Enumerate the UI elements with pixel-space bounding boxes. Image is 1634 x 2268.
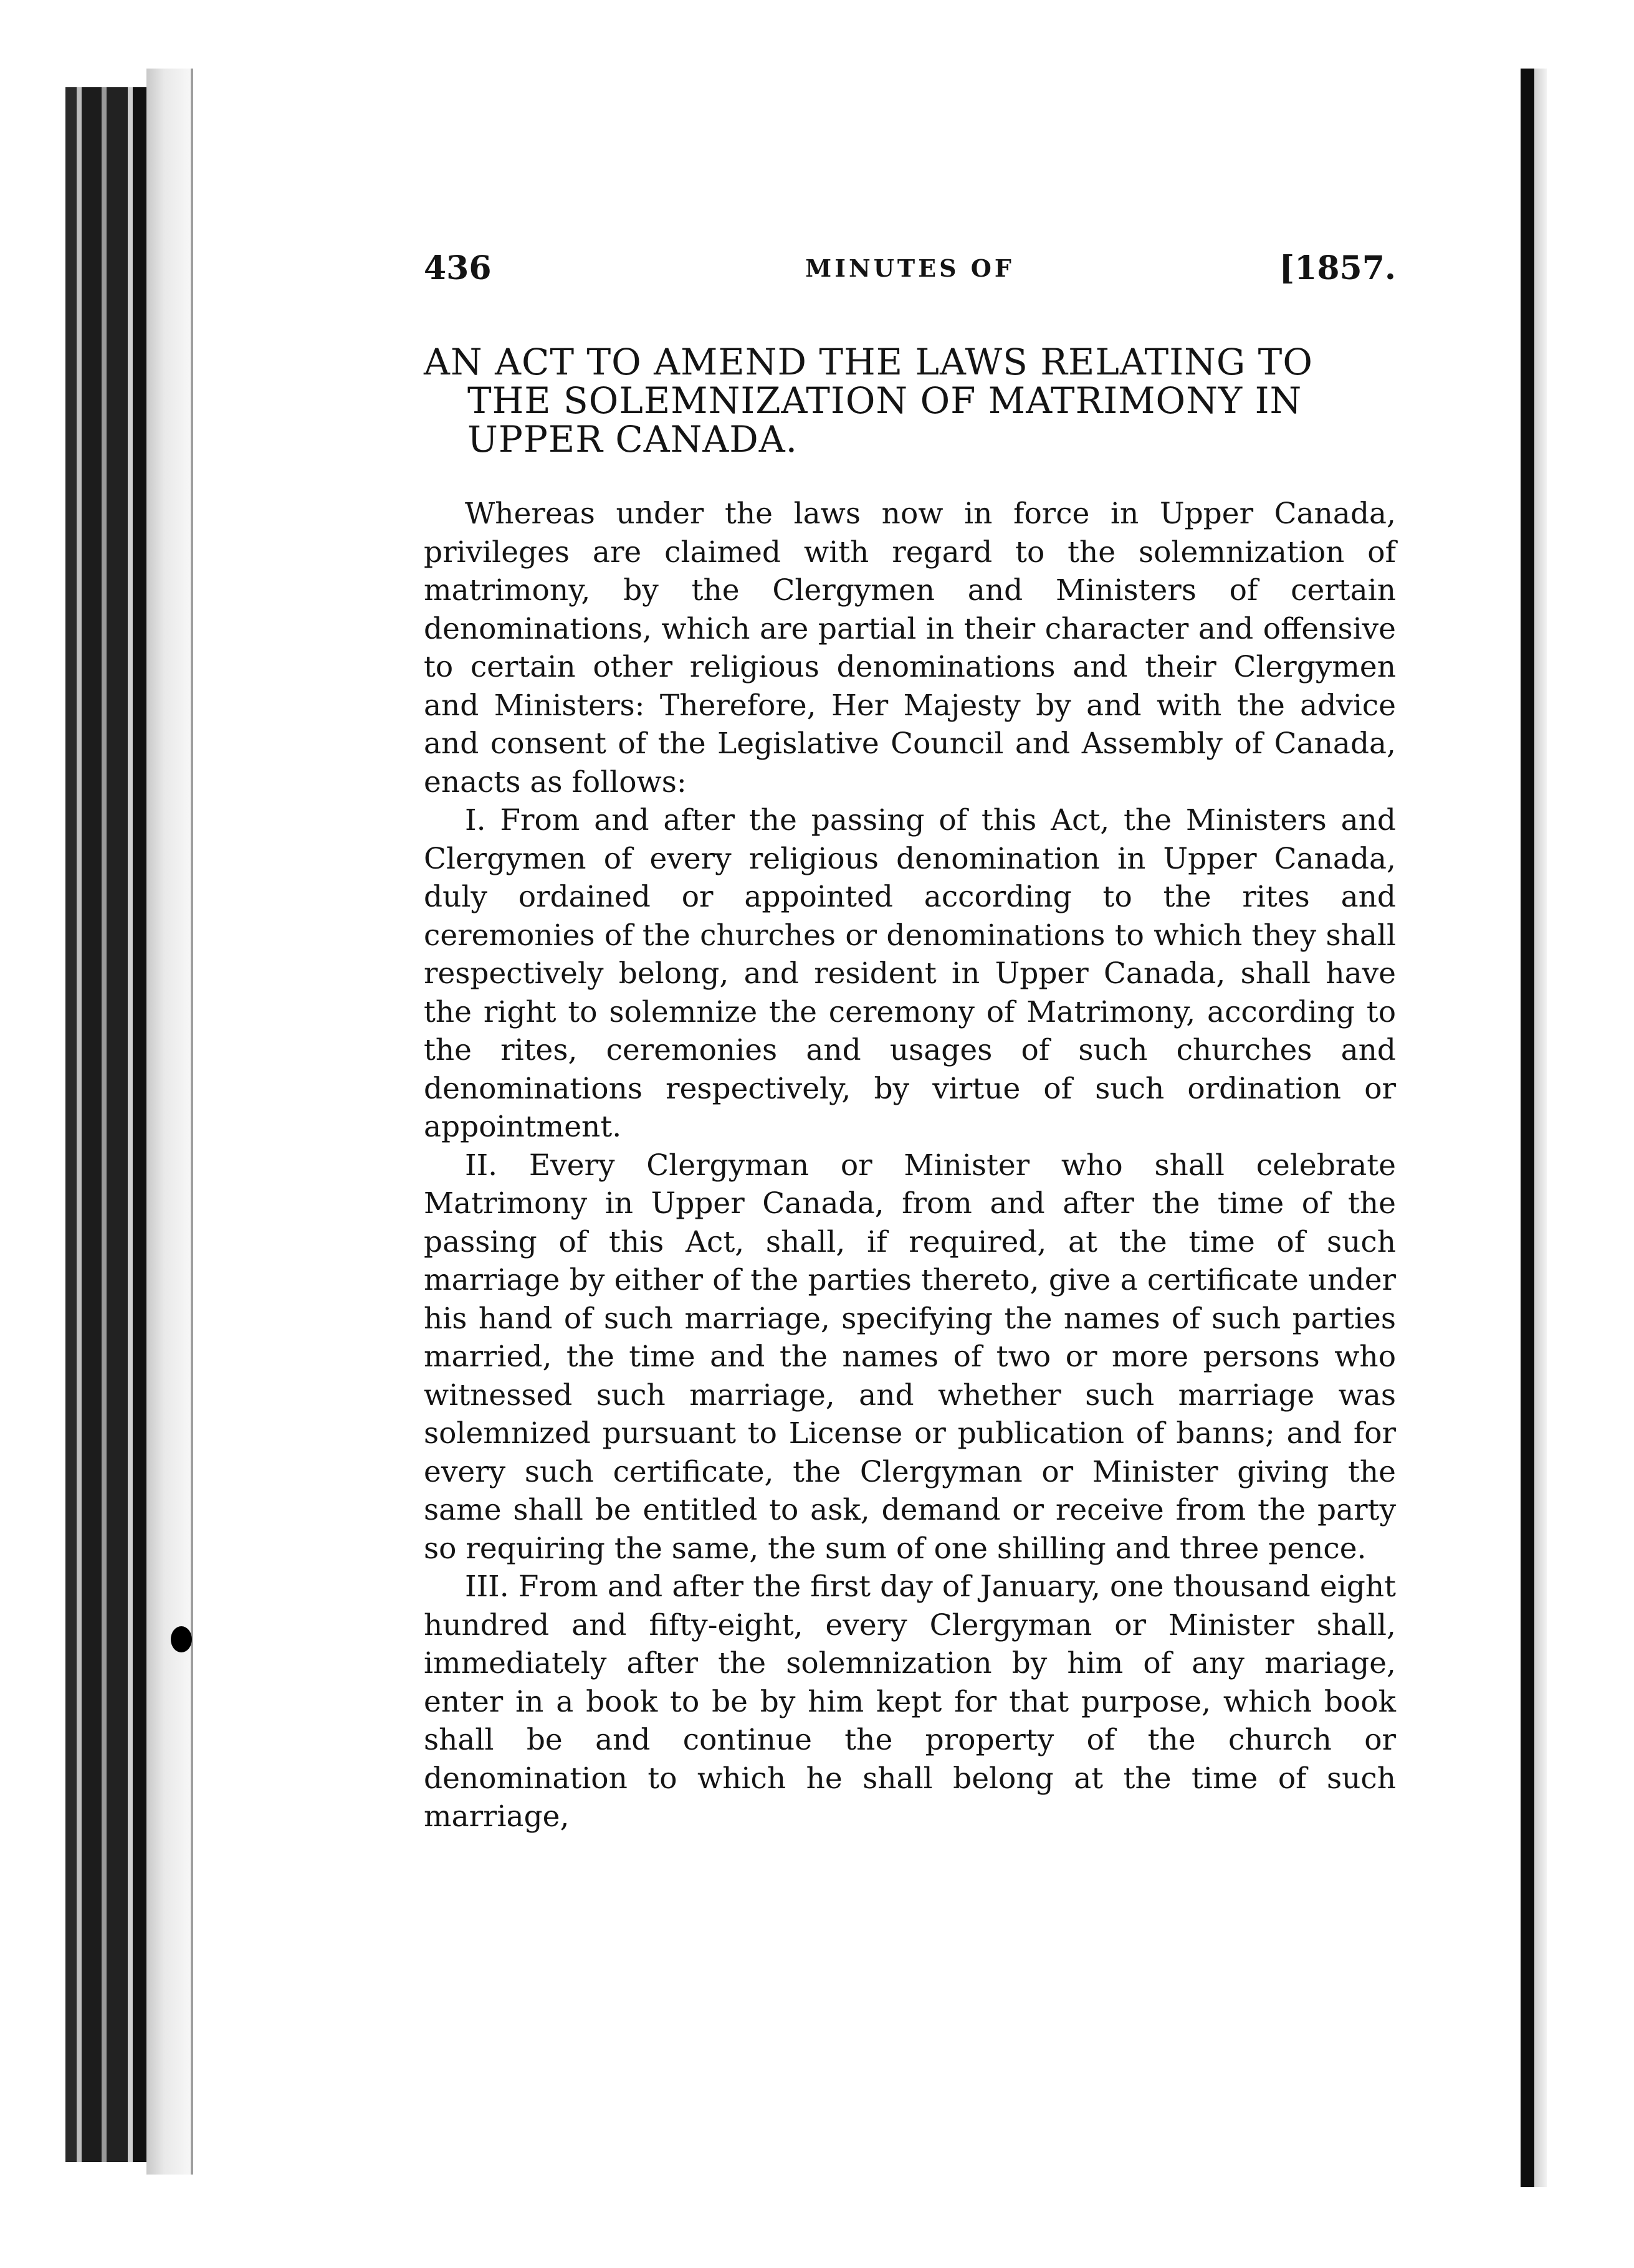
running-head — [424, 249, 1396, 305]
gutter-shadow — [146, 69, 191, 2175]
running-year: [1857. — [1279, 249, 1396, 287]
preamble-paragraph: Whereas under the laws now in force in Upper Canada, privileges are claimed with regard to the solemnization of matrimony, by the Clergymen and Ministers of certain denominations, which are partial in their character and offensive to certain other religious denominations and their Clergymen and Ministers: Therefore, Her Majesty by and with the advice and consent of the Legislative Council and Assembly of Canada, enacts as follows: — [424, 497, 1396, 799]
binding-hole — [171, 1626, 192, 1652]
scan-margin-left — [0, 0, 65, 2268]
section-2-paragraph: II. Every Clergyman or Minister who shall celebrate Matrimony in Upper Canada, from and after the time of the passing of this Act, shall, if required, at the time of such marriage by either of the parties thereto, give a certificate under his hand of such marriage, specifying the names of such parties married, the time and the names of two or more persons who witnessed such marriage, and whether such marriage was solemnized pursuant to License or publication of banns; and for every such certificate, the Clergyman or Minister giving the same shall be entitled to ask, demand or receive from the party so requiring the same, the sum of one shilling and three pence. — [424, 1148, 1396, 1566]
act-title: AN ACT TO AMEND THE LAWS RELATING TO THE SOLEMNIZATION OF MATRIMONY IN UPPER CANADA. — [424, 341, 1313, 460]
section-3-paragraph: III. From and after the first day of January, one thousand eight hundred and fifty-eight, every Clergyman or Minister shall, immediately after the solemnization by him of any mariage, enter in a book to be by him kept for that purpose, which book shall be and continue the property of the church or denomination to which he shall belong at the time of such marriage, — [424, 1570, 1396, 1834]
page-number: 436 — [424, 249, 492, 287]
document-page — [424, 249, 1396, 1836]
right-page-edge — [1521, 69, 1534, 2187]
book-page-edges — [65, 87, 146, 2162]
right-page-shadow — [1534, 69, 1547, 2187]
act-body — [424, 495, 1396, 1836]
running-title: MINUTES OF — [805, 254, 1015, 282]
gutter-line — [191, 69, 193, 2175]
section-1-paragraph: I. From and after the passing of this Act, the Ministers and Clergymen of every religious denomination in Upper Canada, duly ordained or appointed according to the rites and ceremonies of the churches or denominations to which they shall respectively belong, and resident in Upper Canada, shall have the right to solemnize the ceremony of Matrimony, according to the rites, ceremonies and usages of such churches and denominations respectively, by virtue of such ordination or appointment. — [424, 803, 1396, 1144]
